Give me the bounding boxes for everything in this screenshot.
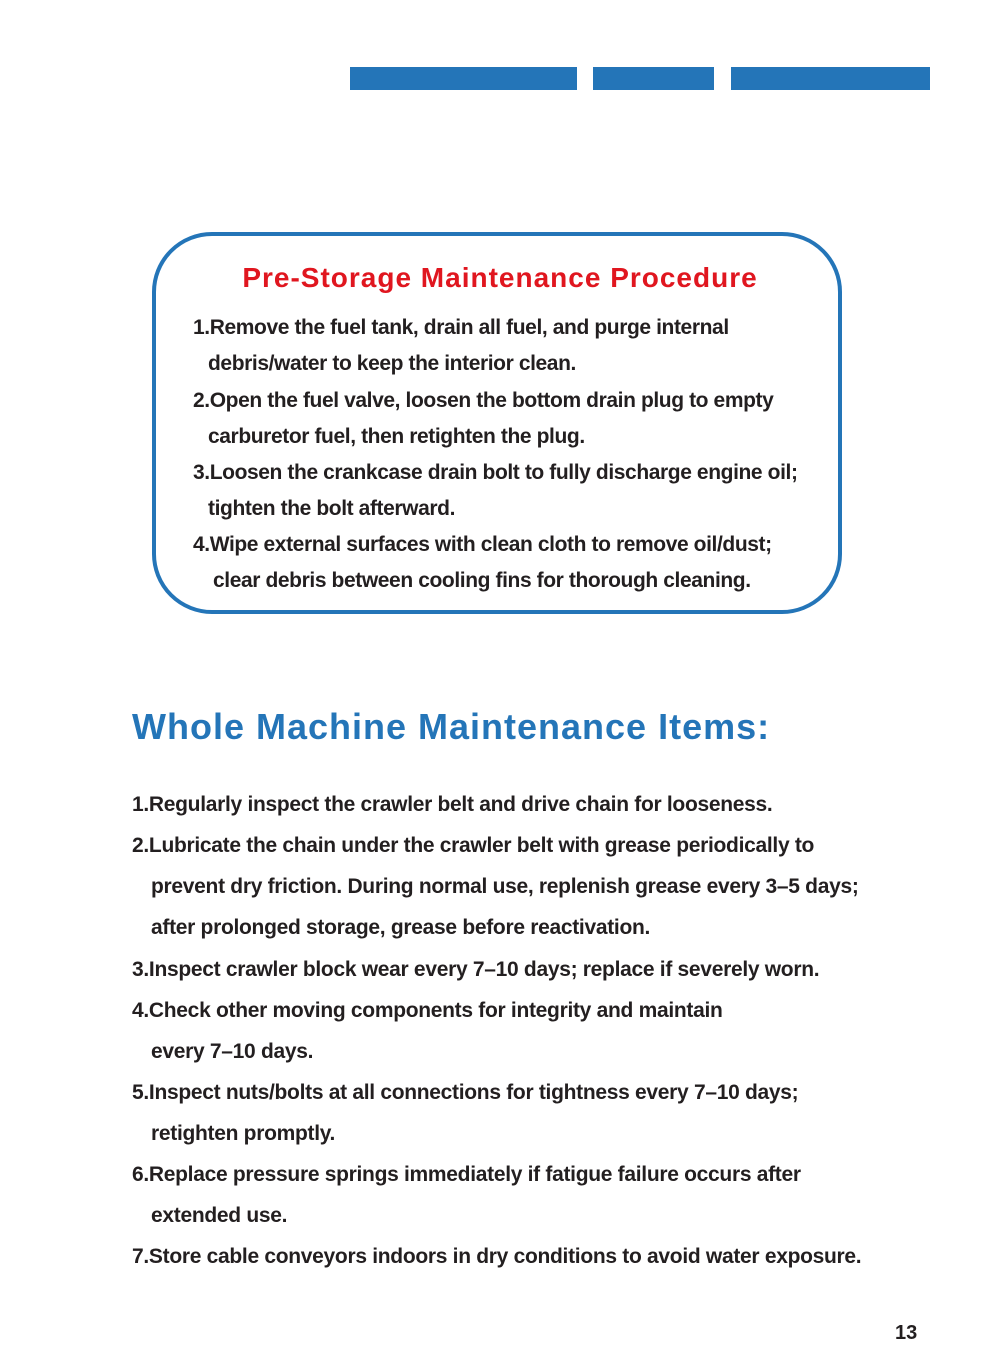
whole-machine-item-2-line-2: prevent dry friction. During normal use, replenish grease every 3–5 days;: [151, 875, 859, 898]
header-decor-bar-2: [593, 67, 714, 90]
pre-storage-step-4-line-1: 4.Wipe external surfaces with clean cloth to remove oil/dust;: [193, 533, 772, 556]
whole-machine-item-5-line-1: 5.Inspect nuts/bolts at all connections for tightness every 7–10 days;: [132, 1081, 799, 1104]
whole-machine-item-2-line-1: 2.Lubricate the chain under the crawler belt with grease periodically to: [132, 834, 815, 857]
whole-machine-item-4-line-2: every 7–10 days.: [151, 1040, 314, 1063]
whole-machine-heading: Whole Machine Maintenance Items:: [132, 706, 771, 747]
pre-storage-step-4-line-2: clear debris between cooling fins for thorough cleaning.: [213, 569, 751, 592]
whole-machine-item-3: 3.Inspect crawler block wear every 7–10 days; replace if severely worn.: [132, 958, 820, 981]
whole-machine-item-1: 1.Regularly inspect the crawler belt and drive chain for looseness.: [132, 793, 773, 816]
header-decor-bar-1: [350, 67, 577, 90]
pre-storage-step-2-line-2: carburetor fuel, then retighten the plug.: [208, 425, 585, 448]
header-decor-bar-3: [731, 67, 930, 90]
pre-storage-step-3-line-1: 3.Loosen the crankcase drain bolt to fully discharge engine oil;: [193, 461, 798, 484]
page-number: 13: [895, 1322, 918, 1344]
whole-machine-item-2-line-3: after prolonged storage, grease before reactivation.: [151, 916, 651, 939]
pre-storage-step-1-line-2: debris/water to keep the interior clean.: [208, 352, 576, 375]
whole-machine-item-7: 7.Store cable conveyors indoors in dry conditions to avoid water exposure.: [132, 1245, 862, 1268]
pre-storage-step-1-line-1: 1.Remove the fuel tank, drain all fuel, and purge internal: [193, 316, 729, 339]
whole-machine-item-6-line-2: extended use.: [151, 1204, 288, 1227]
pre-storage-title: Pre-Storage Maintenance Procedure: [242, 262, 758, 293]
pre-storage-step-3-line-2: tighten the bolt afterward.: [208, 497, 456, 520]
whole-machine-item-6-line-1: 6.Replace pressure springs immediately if fatigue failure occurs after: [132, 1163, 801, 1186]
whole-machine-item-4-line-1: 4.Check other moving components for integrity and maintain: [132, 999, 723, 1022]
pre-storage-step-2-line-1: 2.Open the fuel valve, loosen the bottom drain plug to empty: [193, 389, 774, 412]
whole-machine-item-5-line-2: retighten promptly.: [151, 1122, 336, 1145]
